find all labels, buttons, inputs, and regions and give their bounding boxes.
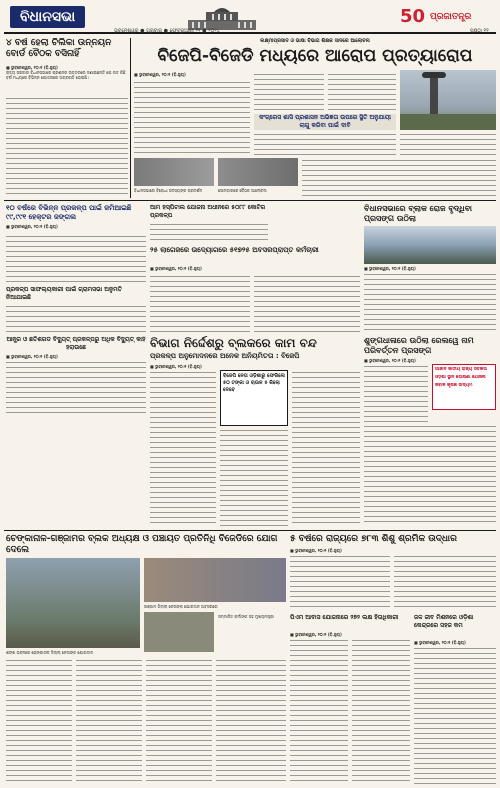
pull-quote [220,370,288,426]
fact-3: ଜିବାଳ କୃଷକ ଉଦ୍ୟମ [435,383,473,388]
subhead: ପ୍ରକଳ୍ପ ସାଫଲ୍ୟକାରୀ ପାଇଁ ଗ୍ରାମସଭା ଅନୁମତି ନିଆଯାଇଛି [6,286,122,301]
col-3 [328,72,396,112]
story-hospital [150,204,268,244]
col-1 [150,370,216,526]
body-columns [6,234,146,284]
headline: ବିଜେପି-ବିଜେଡି ମଧ୍ୟରେ ଆରୋପ ପ୍ରତ୍ୟାରୋପ [157,46,473,66]
col-2 [364,424,496,526]
brand-name: ପ୍ରଜାତନ୍ତ୍ର [430,12,472,22]
masthead [4,4,496,34]
col-2 [220,428,288,526]
anniversary-logo: 50 [400,6,426,27]
caption-3: ସମ୍ମାନିତ କର୍ମୀଙ୍କ ସହ ମୁଖ୍ୟମନ୍ତ୍ରୀ [218,614,274,619]
story-blackrose [364,204,496,332]
lead-story [134,38,496,198]
dateline: ■ ଭୁବନେଶ୍ୱର, ୨୦।୨ (ବି.ନ୍ୟୁ) [6,354,58,359]
col-1 [364,364,428,422]
caption-2: ସୋମବାରରେ ବୈଠକ ଆଲୋଚନା [218,188,267,193]
headline: ଆନ୍ଧ୍ର ଓ ଛତିଶଗଡ ବିଦ୍ୟୁତ୍ ପ୍ରକଳ୍ପରୁ ଅଧିକ ବିଦ୍ୟୁତ୍ କାହିଁ ହରାଉଛେ [6,336,146,351]
dateline: ■ ଭୁବନେଶ୍ୱର, ୨୦।୨ (ବି.ନ୍ୟୁ) [134,72,186,77]
col-2 [76,658,142,784]
headline: ଆମ ହସ୍ପିଟାଲ ଯୋଜନା ଅଧୀନରେ ୫୦୮୮ କୋଟିର ପ୍ରକଳ୍ପ [150,204,266,219]
subhead: କଂଗ୍ରେସ ଶାସି ପ୍ରଶାସନ ଅଭିଜ୍ଞତା ଉପରେ ସ୍ଥିତି ଅନୁଯାୟୀ ଲାଗୁ କରିବା ପାଇଁ ଦାବି [259,114,391,129]
headline: ୪ ବର୍ଷ ହେଲା ଚିଲିକା ଉନ୍ନୟନ ବୋର୍ଡ ବୈଠକ ବସିନାହିଁ [6,38,112,59]
fact-2: ଓଡ଼ିଶା ସ୍ଥାନ ଘୋଷଣା ଯୋଜନା [435,375,486,380]
assembly-photo [400,70,496,130]
headline: ଶୁଙ୍ଗଧାଳାରେ ଉଠିଲା ରେଲୱେ ନାମ ପରିବର୍ତ୍ତନ ପ୍ରସଙ୍ଗ [364,336,474,355]
headline: ୧୦ ବର୍ଷରେ ବିଭିନ୍ନ ପ୍ରକଳ୍ପ ପାଇଁ ଜମିଆଇଛି ୯୯,୯୯୧ ହେକ୍ଟର ଜଙ୍ଗଲ [6,204,132,221]
headline: ଚେଙ୍କାନାଳ-ଗଞ୍ଜାମର ବ୍ଲକ ଅଧ୍ୟକ୍ଷ ଓ ପଞ୍ଚାୟତ ପ୍ରତିନିଧି ବିଜେଡିରେ ଯୋଗ ଦେଲେ [6,534,278,555]
story-pm-awas [290,614,410,784]
story-power [6,336,146,416]
dateline: ■ ଭୁବନେଶ୍ୱର, ୨୦।୨ (ବି.ନ୍ୟୁ) [150,364,202,369]
col-1 [150,274,250,332]
col-6 [302,158,496,196]
story-forest [6,204,146,332]
dateline: ■ ଭୁବନେଶ୍ୱର, ୨୦।୨ (ବି.ନ୍ୟୁ) [150,266,202,271]
col-3 [292,370,360,526]
facts-box [432,364,496,410]
headline: ବିଭାଗ ନିର୍ଦ୍ଦେଶରୁ ବ୍ଲକରେ କାମ ବନ୍ଦ [150,336,317,350]
dateline: ■ ଭୁବନେଶ୍ୱର, ୨୦।୨ (ବି.ନ୍ୟୁ) [364,358,416,363]
body-text: ରାଜ୍ୟ ସରକାର ବିଧାନସଭାରେ ପ୍ରଶ୍ନର ଉତ୍ତରରେ ଜଣାଇଛନ୍ତି ଯେ ଗତ କିଛି ବର୍ଷ ମଧ୍ୟରେ ବିଭିନ୍ନ ଯୋଜନାରେ ଅଗ୍ରଗତି ହୋଇଛି। [6,70,126,80]
headline: ୫ ବର୍ଷରେ ରାଜ୍ୟରେ ୭୮୩ ଶିଶୁ ଶ୍ରମିକ ଉଦ୍ଧାର [290,534,457,544]
story-block-work [150,336,360,526]
story-railway [364,336,496,526]
dateline: ■ ଭୁବନେଶ୍ୱର, ୨୦।୨ (ବି.ନ୍ୟୁ) [290,632,342,637]
caption-1: ଶଙ୍ଖ ଭବନରେ ଢେଙ୍କାନାଳ ଜିଲ୍ଲା ନେତାଙ୍କ ଯୋଗଦାନ [6,650,94,655]
headline: ପିଏମ ଆବାସ ଯୋଜନାରେ ୨୭୨ ଲକ୍ଷ ହିତାଧିକାରୀ [290,614,399,621]
body-columns-2 [6,304,146,332]
col-1 [290,638,348,784]
body-columns [6,96,128,194]
body-columns [6,360,146,416]
kicker: ଲକ୍ଷ୍ମୀପ୍ରସାଦ ଓ ଭାଷା ବିଭାଗ ଶିକ୍ଷକ ସାଦରେ ଆଲୋଚନା [260,38,370,44]
col-4 [254,132,396,156]
dateline: ■ ଭୁବନେଶ୍ୱର, ୨୦।୨ (ବି.ନ୍ୟୁ) [6,65,58,70]
story-chilika [6,38,128,196]
col-1 [6,658,72,784]
col-1 [134,80,250,156]
column-rule [130,38,131,198]
news-photo [364,226,496,264]
story-jal-jeevan [414,614,496,784]
fact-1: ଆଜାଦ ଜାତୀୟ ରାଜ୍ୟ ସତର୍କତା [435,367,487,372]
photo-group-1 [6,558,140,648]
section-title: ବିଧାନସଭା [10,6,85,28]
body-columns [150,222,268,244]
photo-group-3 [144,612,214,652]
subhead-box [254,114,396,130]
dateline: ■ ଭୁବନେଶ୍ୱର, ୨୦।୨ (ବି.ନ୍ୟୁ) [414,640,466,645]
col-1 [414,646,496,784]
section-rule [4,200,496,201]
dateline: ■ ଭୁବନେଶ୍ୱର, ୨୦।୨ (ବି.ନ୍ୟୁ) [364,266,416,271]
headline: ବିଧାନସଭାରେ ବ୍ଲାକ ରୋଜ ବୃଦ୍ଧିବା ପ୍ରସଙ୍ଗ ଉଠିଲା [364,204,472,223]
col-1 [290,554,390,610]
col-2 [254,72,324,112]
headline: ୨୫ ଲାଗେଜରେ ଉଦ୍ୟୋଗରେ ୫୧୭୨୫ ଅବସରପ୍ରାପ୍ତ କର୍ମଚାରୀ [150,246,319,254]
photo-group-2 [144,558,286,602]
col-2 [394,554,496,610]
caption-1: ବିଧାନସଭାରେ ବିରୋଧୀ ସଦସ୍ୟଙ୍କ ପ୍ରଦର୍ଶନ [134,188,203,193]
col-2 [352,638,410,784]
dateline-bar: ଭୁବନେଶ୍ୱର ● ଗୁରୁବାର ● ଫେବ୍ରୁଆରୀ ୨୧ ● ୨୦୨୪ [114,28,220,34]
photo-protest [134,158,214,186]
pull-text: ବିଜେପି ନେତା ଓଡ଼ିଶାରୁ ଫେରିଲେ ୫୦ ଟଙ୍କା ଓ ଚାଉଳ ୫ କିଲୋ ଦେବେ [223,373,285,393]
dateline: ■ ଭୁବନେଶ୍ୱର, ୨୦।୨ (ବି.ନ୍ୟୁ) [290,548,342,553]
section-rule-2 [4,530,496,531]
story-child-labour [290,534,496,610]
col-3 [146,658,212,784]
headline: ଜଳ ଜୀବ ମିଶନରେ ଓଡ଼ିଶା କେନ୍ଦ୍ରରେ ସହଜ କମ [414,614,474,629]
caption-2: ଗଞ୍ଜାମ ଜିଲ୍ଲା ନେତାଙ୍କ ଯୋଗଦାନ ଅବସରରେ [144,604,218,609]
photo-meeting [218,158,298,186]
dateline: ■ ଭୁବନେଶ୍ୱର, ୨୦।୨ (ବି.ନ୍ୟୁ) [6,224,58,229]
body-columns [364,272,496,332]
subhead: ପ୍ରକଳ୍ପ ଅନୁମୋଦନରେ ଅନେକ ଅନିୟମିତତା : ବିଜେପି [150,352,300,360]
col-5 [400,132,496,156]
col-4 [216,658,286,784]
story-employees [150,246,360,332]
page-number: ପୃଷ୍ଠା ୧୧ [470,28,489,34]
story-bjd-join [6,534,286,784]
col-2 [254,274,360,332]
